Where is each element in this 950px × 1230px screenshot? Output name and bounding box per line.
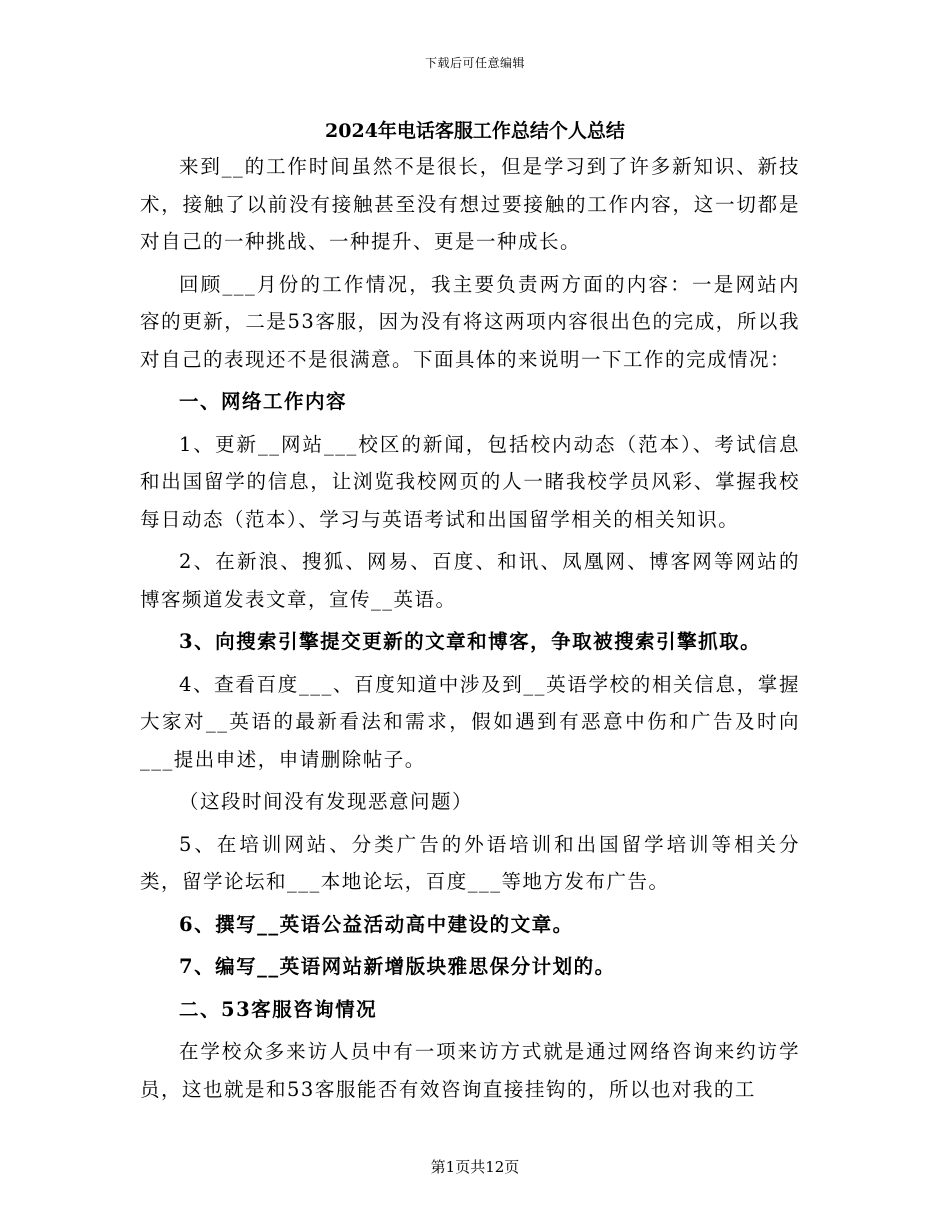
list-item-5: 5、在培训网站、分类广告的外语培训和出国留学培训等相关分类，留学论坛和___本地论坛，百度___等地方发布广告。	[140, 832, 800, 893]
section-heading-network: 一、网络工作内容	[179, 390, 348, 413]
paragraph-53-service: 在学校众多来访人员中有一项来访方式就是通过网络咨询来约访学员，这也就是和53客服能否有效咨询直接挂钩的，所以也对我的工	[140, 1040, 800, 1101]
list-item-2: 2、在新浪、搜狐、网易、百度、和讯、凤凰网、博客网等网站的博客频道发表文章，宣传__英语。	[140, 550, 800, 611]
section-heading-53-service: 二、53客服咨询情况	[179, 997, 378, 1021]
page-number-footer: 第1页共12页	[430, 1158, 520, 1176]
document-body	[140, 148, 800, 1113]
paragraph-review: 回顾___月份的工作情况，我主要负责两方面的内容：一是网站内容的更新，二是53客服，因为没有将这两项内容很出色的完成，所以我对自己的表现还不是很满意。下面具体的来说明一下工作的完成情况：	[140, 272, 800, 371]
document-title: 2024年电话客服工作总结个人总结	[325, 120, 625, 142]
list-item-6: 6、撰写__英语公益活动高中建设的文章。	[179, 912, 574, 936]
list-item-3: 3、向搜索引擎提交更新的文章和博客，争取被搜索引擎抓取。	[179, 630, 762, 653]
header-note: 下载后可任意编辑	[424, 56, 525, 70]
list-item-4: 4、查看百度___、百度知道中涉及到__英语学校的相关信息，掌握大家对__英语的最新看法和需求，假如遇到有恶意中伤和广告及时向___提出申述，申请删除帖子。	[140, 672, 800, 771]
list-item-1: 1、更新__网站___校区的新闻，包括校内动态（范本）、考试信息和出国留学的信息，让浏览我校网页的人一睹我校学员风彩、掌握我校每日动态（范本）、学习与英语考试和出国留学相关的相关知识。	[140, 432, 800, 531]
list-item-7: 7、编写__英语网站新增版块雅思保分计划的。	[179, 955, 616, 978]
paragraph-intro: 来到__的工作时间虽然不是很长，但是学习到了许多新知识、新技术，接触了以前没有接触甚至没有想过要接触的工作内容，这一切都是对自己的一种挑战、一种提升、更是一种成长。	[140, 155, 800, 253]
list-item-4-note: （这段时间没有发现恶意问题）	[179, 790, 474, 813]
